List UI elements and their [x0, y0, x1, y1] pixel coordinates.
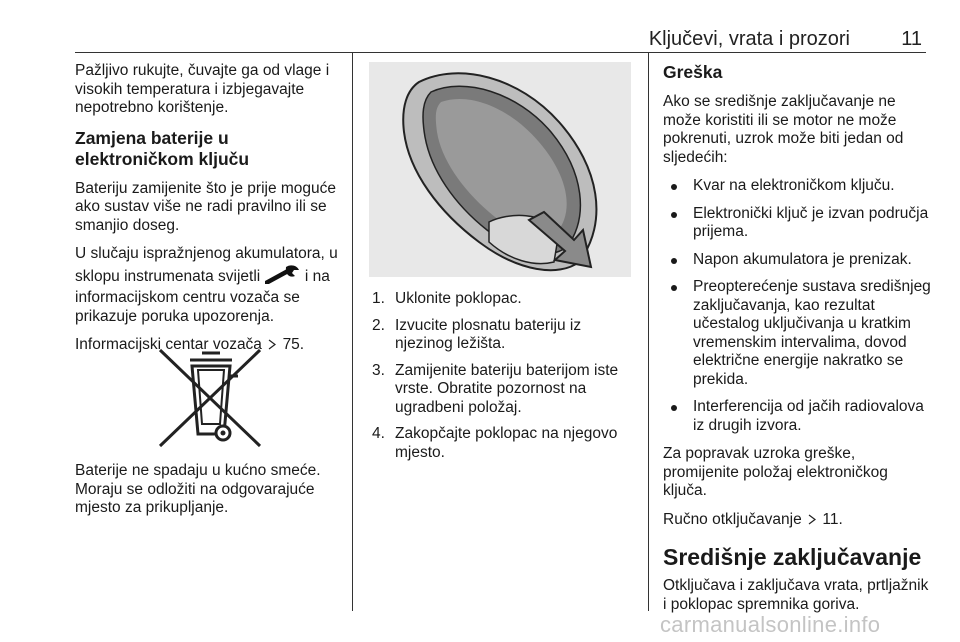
page-header-title: Ključevi, vrata i prozori	[648, 28, 850, 50]
column-divider-right	[648, 53, 649, 611]
wrench-icon	[265, 264, 301, 290]
list-item	[663, 398, 931, 435]
list-item	[663, 177, 931, 196]
crossed-out-wheelie-bin-icon	[150, 346, 272, 452]
disposal-note	[75, 462, 343, 528]
page-reference-arrow-icon	[808, 514, 816, 525]
replace-paragraph: Bateriju zamijenite što je prije moguće ako sustav više ne radi pravilno ili se smanjio doseg.	[75, 179, 337, 234]
warning-text-end: i na informacijskom centru vozača se prikazuje poruka upozorenja.	[75, 267, 330, 325]
bullet-icon	[671, 285, 677, 291]
page-number: 11	[901, 28, 922, 50]
step-number: 1.	[372, 290, 385, 307]
list-item	[663, 205, 931, 242]
cross-reference[interactable]	[663, 511, 931, 530]
bullet-icon	[671, 258, 677, 264]
list-item	[372, 317, 638, 354]
cause-text: Napon akumulatora je prenizak.	[693, 250, 912, 268]
disposal-paragraph: Baterije ne spadaju u kućno smeće. Moraju se odložiti na odgovarajuće mjesto za prikupljanje.	[75, 462, 321, 516]
middle-column	[372, 290, 638, 472]
header-rule	[75, 52, 926, 53]
step-number: 3.	[372, 361, 385, 379]
intro-paragraph: Pažljivo rukujte, čuvajte ga od vlage i visokih temperatura i izbjegavajte nepotrebno korištenje.	[75, 62, 330, 116]
error-intro: Ako se središnje zaključavanje ne može koristiti ili se motor ne može pokrenuti, uzrok može biti jedan od sljedećih:	[663, 93, 904, 166]
error-heading: Greška	[663, 62, 723, 82]
reference-label: Ručno otključavanje	[663, 510, 802, 528]
column-divider-left	[352, 53, 353, 611]
step-text: Zakopčajte poklopac na njegovo mjesto.	[395, 425, 618, 461]
cause-text: Preopterećenje sustava središnjeg zaključavanja, kao rezultat učestalog uključivanja u kratkim vremenskim intervalima, dovod električne energije nakratko se prekida.	[693, 278, 931, 388]
list-item	[663, 251, 931, 270]
section-heading: Zamjena baterije u elektroničkom ključu	[75, 127, 250, 169]
step-text: Uklonite poklopac.	[395, 290, 522, 307]
warning-paragraph	[75, 245, 343, 326]
watermark: carmanualsonline.info	[660, 612, 881, 637]
central-locking-text: Otključava i zaključava vrata, prtljažnik i poklopac spremnika goriva.	[663, 577, 929, 613]
reference-page: 11.	[822, 510, 843, 528]
fix-paragraph: Za popravak uzroka greške, promijenite položaj elektroničkog ključa.	[663, 445, 888, 499]
step-text: Izvucite plosnatu bateriju iz njezinog ležišta.	[395, 316, 582, 352]
causes-list	[663, 177, 931, 435]
list-item	[372, 290, 638, 309]
bullet-icon	[671, 184, 677, 190]
list-item	[372, 362, 638, 418]
steps-list	[372, 290, 638, 462]
step-number: 2.	[372, 316, 385, 334]
warning-text-start: U slučaju ispražnjenog akumulatora, u sklopu instrumenata svijetli	[75, 245, 338, 285]
bullet-icon	[671, 212, 677, 218]
step-number: 4.	[372, 425, 385, 442]
step-text: Zamijenite bateriju baterijom iste vrste. Obratite pozornost na ugradbeni položaj.	[395, 361, 619, 416]
cause-text: Elektronički ključ je izvan područja prijema.	[693, 204, 929, 240]
left-column	[75, 62, 343, 365]
bullet-icon	[671, 405, 677, 411]
cause-text: Interferencija od jačih radiovalova iz drugih izvora.	[693, 398, 924, 434]
cause-text: Kvar na elektroničkom ključu.	[693, 177, 895, 194]
central-locking-title: Središnje zaključavanje	[663, 544, 922, 570]
electronic-key-illustration	[369, 62, 631, 277]
right-column	[663, 62, 931, 624]
reference-page: 75.	[282, 336, 305, 353]
list-item	[663, 278, 931, 389]
reference-label: Informacijski centar vozača	[75, 336, 262, 353]
list-item	[372, 425, 638, 462]
